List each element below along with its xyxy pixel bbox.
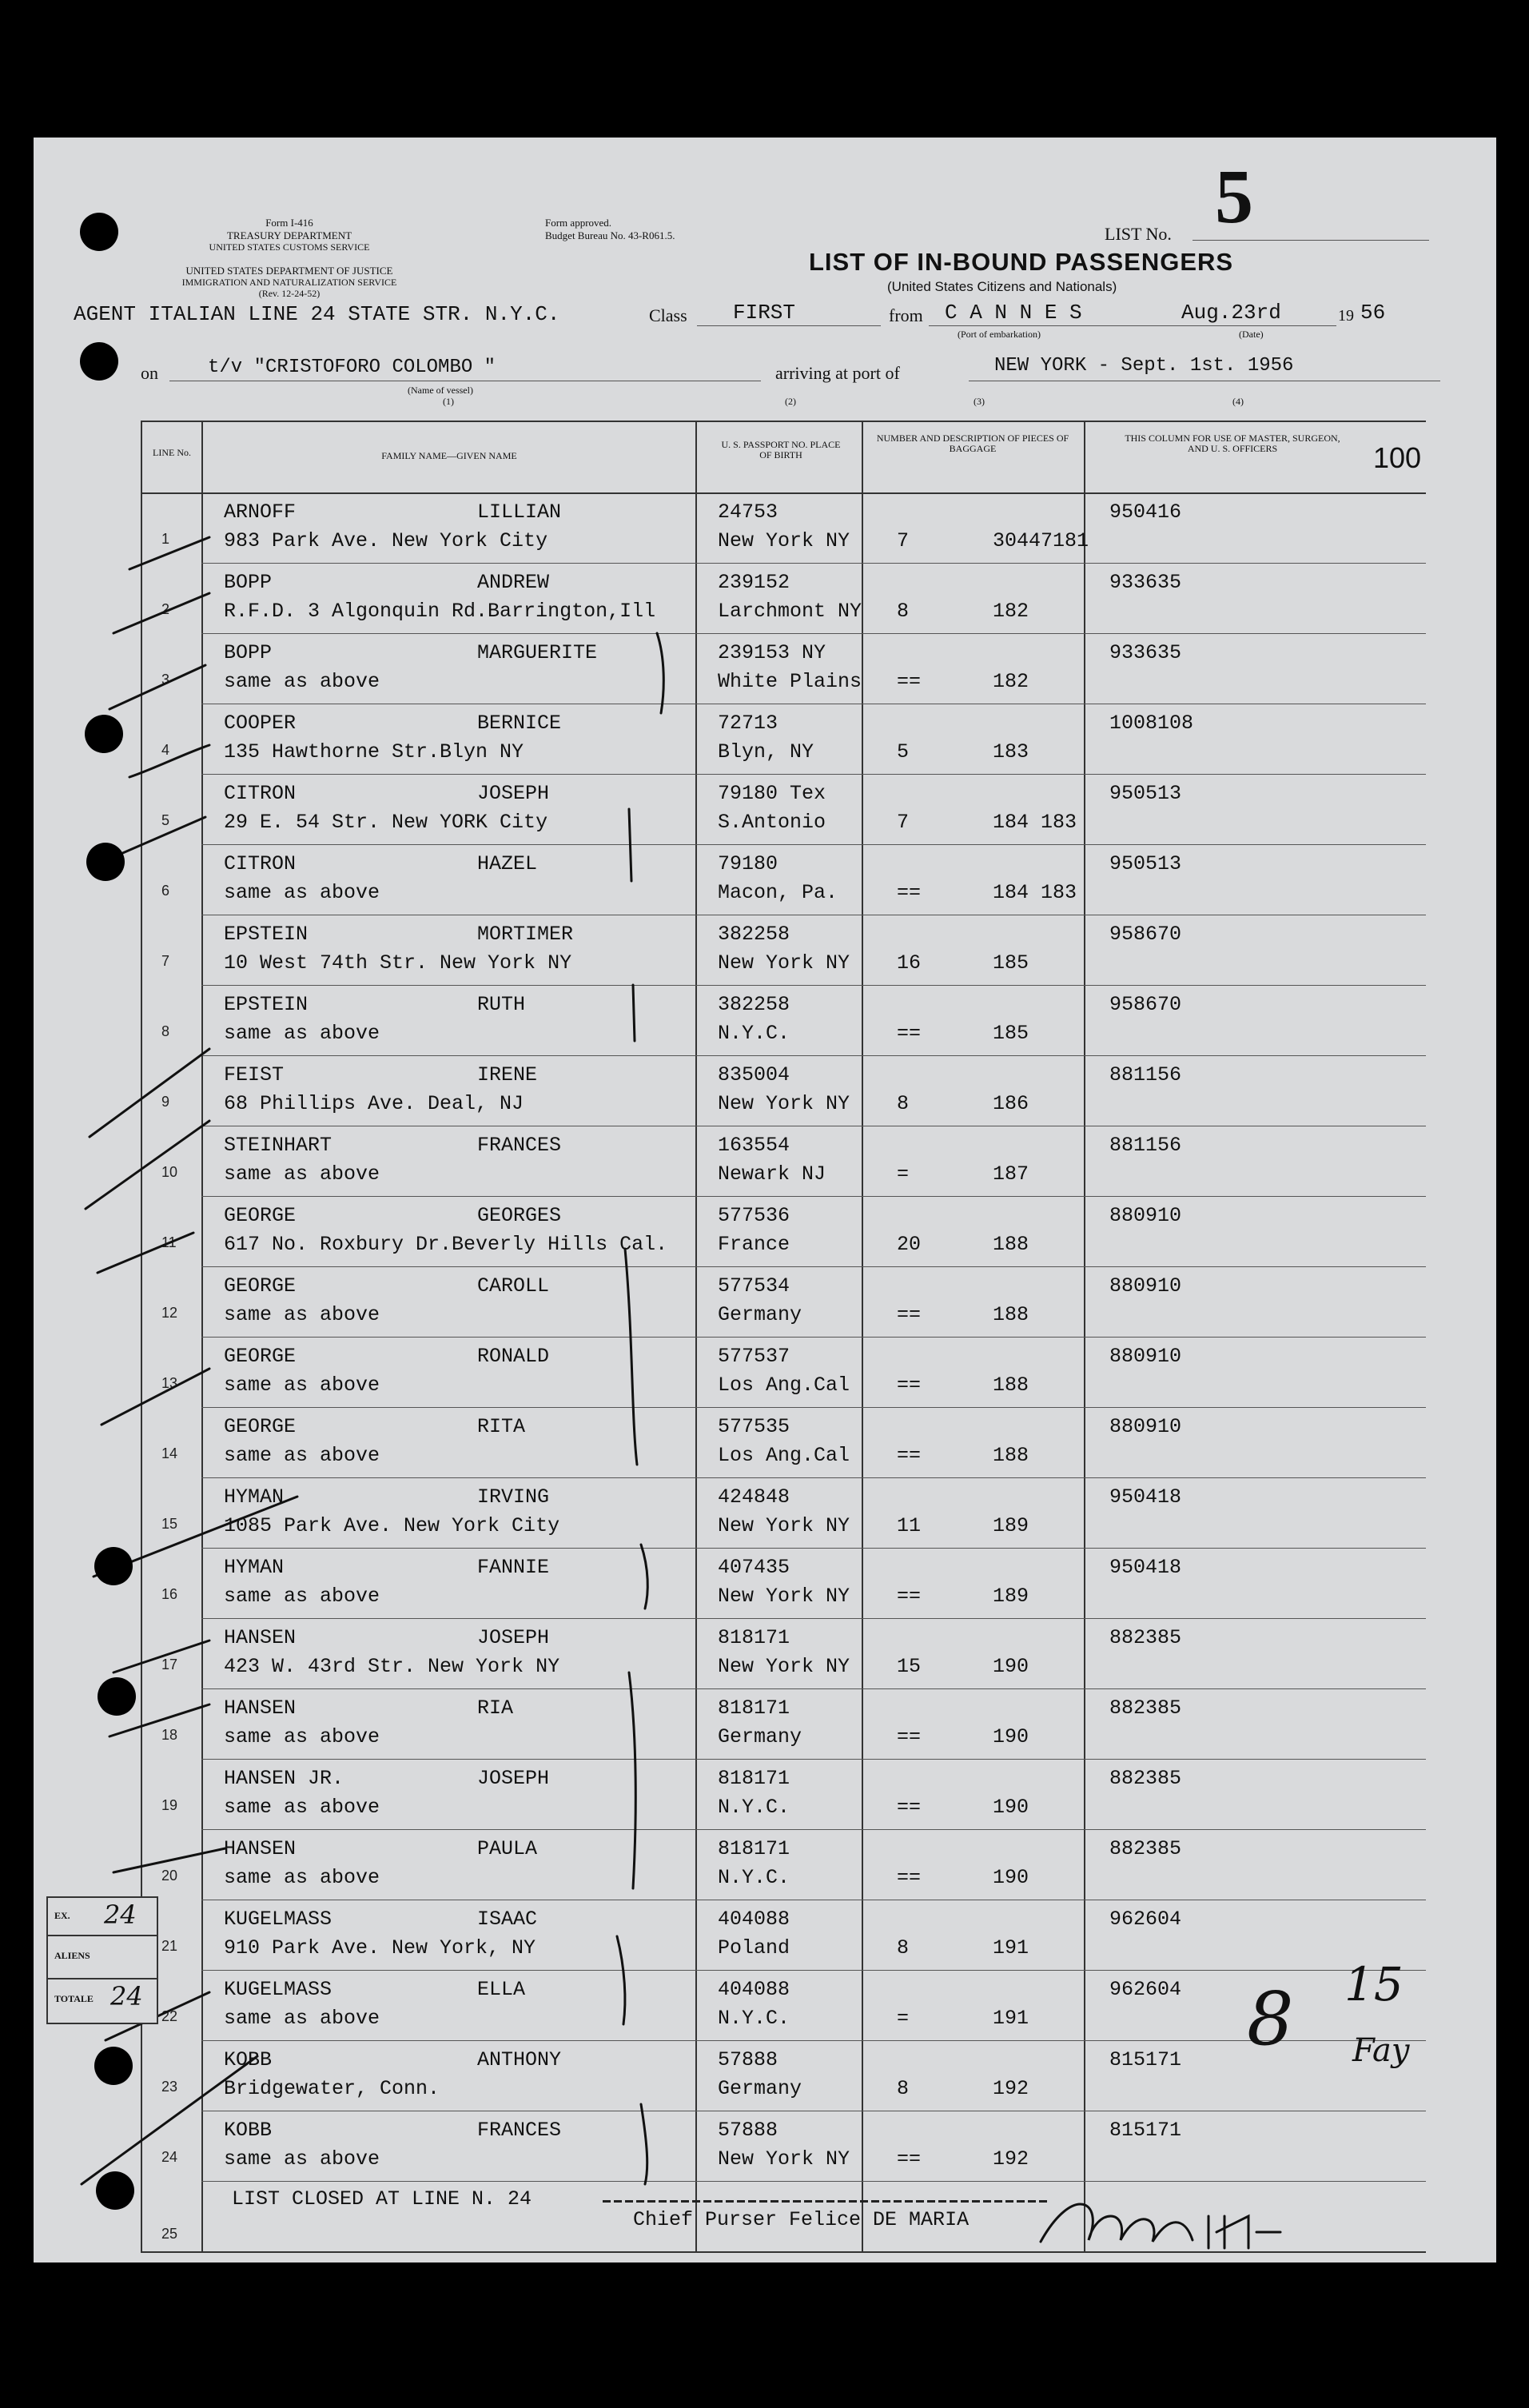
officer-number: 950513	[1109, 852, 1182, 875]
given-name: RIA	[477, 1696, 514, 1720]
binder-hole-5	[94, 1547, 133, 1585]
line-number: 15	[161, 1516, 178, 1532]
line-number: 22	[161, 2008, 178, 2024]
baggage-pieces: 15	[897, 1655, 922, 1678]
address: same as above	[224, 1585, 380, 1608]
officer-number: 958670	[1109, 993, 1182, 1016]
check-mark-13	[113, 1848, 225, 1872]
given-name: HAZEL	[477, 852, 538, 875]
given-name: RUTH	[477, 993, 526, 1016]
form-subtitle: (United States Citizens and Nationals)	[887, 279, 1117, 294]
officer-number: 962604	[1109, 1978, 1182, 2001]
baggage-pieces: ==	[897, 1303, 922, 1326]
binder-hole-6	[98, 1677, 136, 1716]
officer-number: 1008108	[1109, 712, 1194, 735]
family-name: KOBB	[224, 2119, 273, 2142]
binder-hole-3	[85, 715, 123, 753]
place-of-birth: Germany	[718, 2077, 802, 2100]
address: 1085 Park Ave. New York City	[224, 1514, 560, 1537]
officer-number: 815171	[1109, 2119, 1182, 2142]
family-name: COOPER	[224, 712, 297, 735]
place-of-birth: France	[718, 1233, 790, 1256]
family-name: ARNOFF	[224, 500, 297, 524]
justice-dept: UNITED STATES DEPARTMENT OF JUSTICE	[185, 265, 393, 277]
list-no-label: LIST No.	[1105, 224, 1172, 244]
baggage-description: 190	[993, 1725, 1029, 1748]
year-suffix: 56	[1360, 301, 1386, 325]
check-mark-6	[90, 1049, 209, 1137]
baggage-pieces: 11	[897, 1514, 922, 1537]
vessel-label: (Name of vessel)	[408, 385, 473, 396]
place-of-birth: Los Ang.Cal	[718, 1373, 850, 1397]
baggage-pieces: ==	[897, 1866, 922, 1889]
line-number: 3	[161, 672, 170, 688]
treasury-dept: TREASURY DEPARTMENT	[226, 229, 352, 241]
family-name: GEORGE	[224, 1415, 297, 1438]
passport-no: 818171	[718, 1837, 790, 1860]
baggage-pieces: 5	[897, 740, 910, 763]
family-name: HANSEN	[224, 1626, 297, 1649]
baggage-description: 191	[993, 2007, 1029, 2030]
baggage-description: 190	[993, 1866, 1029, 1889]
address: 983 Park Ave. New York City	[224, 529, 548, 552]
baggage-description: 182	[993, 600, 1029, 623]
line-number: 14	[161, 1445, 178, 1461]
form-id: Form I-416	[265, 217, 313, 229]
check-mark-5	[113, 817, 205, 857]
col-line-no: LINE No.	[153, 447, 191, 458]
baggage-description: 30447181	[993, 529, 1089, 552]
family-name: CITRON	[224, 852, 297, 875]
given-name: RONALD	[477, 1345, 550, 1368]
family-name: GEORGE	[224, 1345, 297, 1368]
passport-no: 577536	[718, 1204, 790, 1227]
agent-line: AGENT ITALIAN LINE 24 STATE STR. N.Y.C.	[74, 302, 560, 326]
baggage-description: 184 183	[993, 881, 1077, 904]
address: same as above	[224, 1303, 380, 1326]
address: R.F.D. 3 Algonquin Rd.Barrington,Ill	[224, 600, 656, 623]
family-name: BOPP	[224, 571, 273, 594]
given-name: JOSEPH	[477, 782, 550, 805]
margin-note-top: 8	[1247, 1976, 1294, 2062]
binder-hole-7	[94, 2047, 133, 2085]
given-name: CAROLL	[477, 1274, 550, 1298]
address: 910 Park Ave. New York, NY	[224, 1936, 536, 1959]
place-of-birth: Newark NJ	[718, 1162, 826, 1186]
arriving-label: arriving at port of	[775, 363, 900, 383]
line-number: 2	[161, 601, 170, 617]
stamp-divider-1	[48, 1935, 157, 1936]
officer-number: 880910	[1109, 1274, 1182, 1298]
place-of-birth: Poland	[718, 1936, 790, 1959]
baggage-pieces: 20	[897, 1233, 922, 1256]
manifest-page	[34, 138, 1496, 2262]
baggage-description: 188	[993, 1233, 1029, 1256]
address: same as above	[224, 1725, 380, 1748]
form-revision: (Rev. 12-24-52)	[258, 288, 321, 299]
given-name: IRENE	[477, 1063, 538, 1086]
line-number: 23	[161, 2079, 178, 2095]
chief-purser: Chief Purser Felice DE MARIA	[633, 2208, 970, 2231]
bracket-2	[629, 809, 631, 881]
baggage-description: 188	[993, 1373, 1029, 1397]
port-embarkation-label: (Port of embarkation)	[958, 329, 1041, 340]
place-of-birth: Germany	[718, 1725, 802, 1748]
check-mark-11	[113, 1641, 209, 1672]
baggage-pieces: 8	[897, 1092, 910, 1115]
right-margin-number: 100	[1373, 441, 1422, 474]
address: 29 E. 54 Str. New YORK City	[224, 811, 548, 834]
place-of-birth: Los Ang.Cal	[718, 1444, 850, 1467]
stamp-ex-label: EX.	[54, 1910, 70, 1921]
address: same as above	[224, 1162, 380, 1186]
baggage-description: 186	[993, 1092, 1029, 1115]
baggage-pieces: 7	[897, 811, 910, 834]
line-number: 18	[161, 1727, 178, 1743]
given-name: PAULA	[477, 1837, 538, 1860]
baggage-pieces: ==	[897, 670, 922, 693]
passport-no: 407435	[718, 1556, 790, 1579]
line-number: 17	[161, 1656, 178, 1672]
given-name: ANTHONY	[477, 2048, 562, 2071]
officer-number: 950418	[1109, 1485, 1182, 1509]
col-num-2: (2)	[785, 396, 796, 407]
stamp-divider-2	[48, 1978, 157, 1979]
bracket-1	[657, 633, 663, 713]
class-value: FIRST	[733, 301, 796, 325]
binder-hole-1	[80, 213, 118, 251]
baggage-pieces: ==	[897, 1022, 922, 1045]
line-number: 21	[161, 1938, 178, 1954]
given-name: IRVING	[477, 1485, 550, 1509]
officer-number: 958670	[1109, 923, 1182, 946]
passport-no: 818171	[718, 1626, 790, 1649]
baggage-pieces: ==	[897, 1373, 922, 1397]
bracket-8	[641, 2104, 647, 2184]
check-mark-7	[86, 1121, 209, 1209]
col-baggage: NUMBER AND DESCRIPTION OF PIECES OF BAGGAGE	[876, 433, 1069, 454]
given-name: BERNICE	[477, 712, 562, 735]
passport-no: 382258	[718, 923, 790, 946]
family-name: STEINHART	[224, 1134, 332, 1157]
line-number: 5	[161, 812, 170, 828]
address: same as above	[224, 1796, 380, 1819]
place-of-birth: New York NY	[718, 1514, 850, 1537]
officer-number: 950416	[1109, 500, 1182, 524]
bracket-3	[633, 985, 635, 1041]
baggage-pieces: ==	[897, 1585, 922, 1608]
place-of-birth: N.Y.C.	[718, 1866, 790, 1889]
address: Bridgewater, Conn.	[224, 2077, 440, 2100]
year-prefix: 19	[1338, 307, 1354, 325]
baggage-description: 190	[993, 1655, 1029, 1678]
baggage-description: 182	[993, 670, 1029, 693]
baggage-pieces: ==	[897, 1444, 922, 1467]
baggage-pieces: ==	[897, 2147, 922, 2171]
baggage-description: 191	[993, 1936, 1029, 1959]
stamp-totale-value: 24	[110, 1981, 143, 2011]
given-name: JOSEPH	[477, 1767, 550, 1790]
officer-number: 933635	[1109, 571, 1182, 594]
given-name: JOSEPH	[477, 1626, 550, 1649]
date-label: (Date)	[1239, 329, 1264, 340]
officer-number: 950513	[1109, 782, 1182, 805]
passport-no: 163554	[718, 1134, 790, 1157]
annotation-overlay	[34, 138, 1496, 2262]
family-name: GEORGE	[224, 1204, 297, 1227]
passport-no: 72713	[718, 712, 778, 735]
form-title: LIST OF IN-BOUND PASSENGERS	[809, 248, 1234, 276]
family-name: HYMAN	[224, 1485, 285, 1509]
officer-number: 882385	[1109, 1767, 1182, 1790]
date-value: Aug.23rd	[1181, 301, 1281, 325]
baggage-description: 189	[993, 1514, 1029, 1537]
baggage-pieces: 7	[897, 529, 910, 552]
address: same as above	[224, 1866, 380, 1889]
tally-stamp	[46, 1896, 158, 2024]
arrival-port: NEW YORK - Sept. 1st. 1956	[994, 355, 1294, 377]
bracket-7	[617, 1936, 625, 2024]
baggage-pieces: ==	[897, 1796, 922, 1819]
address: same as above	[224, 1444, 380, 1467]
line-number: 6	[161, 883, 170, 899]
given-name: LILLIAN	[477, 500, 562, 524]
stamp-totale-label: TOTALE	[54, 1993, 94, 2004]
line-number: 4	[161, 742, 170, 758]
line-number: 24	[161, 2149, 178, 2165]
passport-no: 577534	[718, 1274, 790, 1298]
passport-no: 404088	[718, 1908, 790, 1931]
line-number: 1	[161, 531, 170, 547]
given-name: ANDREW	[477, 571, 550, 594]
passport-no: 239153 NY	[718, 641, 826, 664]
given-name: ISAAC	[477, 1908, 538, 1931]
family-name: EPSTEIN	[224, 993, 309, 1016]
officer-number: 882385	[1109, 1626, 1182, 1649]
passport-no: 239152	[718, 571, 790, 594]
officer-number: 950418	[1109, 1556, 1182, 1579]
address: same as above	[224, 881, 380, 904]
place-of-birth: N.Y.C.	[718, 1022, 790, 1045]
family-name: HANSEN JR.	[224, 1767, 344, 1790]
family-name: KUGELMASS	[224, 1908, 332, 1931]
given-name: MARGUERITE	[477, 641, 598, 664]
family-name: HANSEN	[224, 1696, 297, 1720]
check-mark-9	[102, 1369, 209, 1425]
line-number: 12	[161, 1305, 178, 1321]
baggage-description: 192	[993, 2077, 1029, 2100]
on-label: on	[141, 363, 158, 383]
place-of-birth: New York NY	[718, 951, 850, 975]
list-closed-text: LIST CLOSED AT LINE N. 24	[232, 2187, 532, 2211]
baggage-pieces: ==	[897, 1725, 922, 1748]
baggage-description: 188	[993, 1303, 1029, 1326]
given-name: ELLA	[477, 1978, 526, 2001]
officer-number: 882385	[1109, 1696, 1182, 1720]
baggage-description: 190	[993, 1796, 1029, 1819]
address: same as above	[224, 1022, 380, 1045]
stamp-ex-value: 24	[104, 1900, 137, 1930]
place-of-birth: New York NY	[718, 1585, 850, 1608]
family-name: KOBB	[224, 2048, 273, 2071]
family-name: EPSTEIN	[224, 923, 309, 946]
baggage-description: 184 183	[993, 811, 1077, 834]
family-name: FEIST	[224, 1063, 285, 1086]
baggage-description: 187	[993, 1162, 1029, 1186]
form-approved: Form approved.	[545, 217, 612, 229]
place-of-birth: White Plains	[718, 670, 862, 693]
place-of-birth: S.Antonio	[718, 811, 826, 834]
given-name: MORTIMER	[477, 923, 574, 946]
line-number: 13	[161, 1375, 178, 1391]
passport-no: 577535	[718, 1415, 790, 1438]
family-name: GEORGE	[224, 1274, 297, 1298]
given-name: FRANCES	[477, 1134, 562, 1157]
baggage-pieces: 8	[897, 1936, 910, 1959]
place-of-birth: New York NY	[718, 1655, 850, 1678]
family-name: HANSEN	[224, 1837, 297, 1860]
given-name: FANNIE	[477, 1556, 550, 1579]
vessel-name: t/v "CRISTOFORO COLOMBO "	[208, 357, 496, 378]
stamp-aliens-label: ALIENS	[54, 1950, 90, 1961]
col-passport: U. S. PASSPORT NO. PLACE OF BIRTH	[721, 439, 841, 460]
margin-note-bottom: Fay	[1352, 2032, 1410, 2069]
line-number: 16	[161, 1586, 178, 1602]
officer-number: 882385	[1109, 1837, 1182, 1860]
budget-bureau: Budget Bureau No. 43-R061.5.	[545, 229, 675, 241]
address: same as above	[224, 2147, 380, 2171]
baggage-description: 188	[993, 1444, 1029, 1467]
place-of-birth: Larchmont NY	[718, 600, 862, 623]
given-name: RITA	[477, 1415, 526, 1438]
passport-no: 79180	[718, 852, 778, 875]
check-mark-3	[109, 665, 205, 709]
col-name: FAMILY NAME—GIVEN NAME	[381, 450, 517, 461]
ins-service: IMMIGRATION AND NATURALIZATION SERVICE	[181, 277, 397, 288]
passport-no: 818171	[718, 1767, 790, 1790]
officer-number: 881156	[1109, 1134, 1182, 1157]
family-name: HYMAN	[224, 1556, 285, 1579]
place-of-birth: New York NY	[718, 2147, 850, 2171]
passport-no: 818171	[718, 1696, 790, 1720]
bracket-4	[625, 1249, 637, 1465]
baggage-description: 185	[993, 951, 1029, 975]
given-name: GEORGES	[477, 1204, 562, 1227]
address: same as above	[224, 670, 380, 693]
passport-no: 835004	[718, 1063, 790, 1086]
officer-number: 880910	[1109, 1345, 1182, 1368]
place-of-birth: Macon, Pa.	[718, 881, 838, 904]
line-number: 20	[161, 1868, 178, 1884]
customs-service: UNITED STATES CUSTOMS SERVICE	[209, 241, 370, 253]
binder-hole-8	[96, 2171, 134, 2210]
baggage-pieces: 16	[897, 951, 922, 975]
address: 423 W. 43rd Str. New York NY	[224, 1655, 560, 1678]
address: same as above	[224, 1373, 380, 1397]
officer-number: 881156	[1109, 1063, 1182, 1086]
place-of-birth: N.Y.C.	[718, 2007, 790, 2030]
check-mark-1	[129, 537, 209, 569]
list-no-value: 5	[1215, 153, 1253, 239]
binder-hole-4	[86, 843, 125, 881]
baggage-description: 192	[993, 2147, 1029, 2171]
family-name: KUGELMASS	[224, 1978, 332, 2001]
from-label: from	[889, 305, 923, 325]
passport-no: 24753	[718, 500, 778, 524]
binder-hole-2	[80, 342, 118, 381]
signature	[1041, 2204, 1280, 2248]
officer-number: 880910	[1109, 1415, 1182, 1438]
line-number: 10	[161, 1164, 178, 1180]
given-name: FRANCES	[477, 2119, 562, 2142]
col-officers: THIS COLUMN FOR USE OF MASTER, SURGEON, AND U. S. OFFICERS	[1125, 433, 1340, 454]
officer-number: 933635	[1109, 641, 1182, 664]
baggage-pieces: 8	[897, 2077, 910, 2100]
passport-no: 424848	[718, 1485, 790, 1509]
line-number: 11	[161, 1234, 177, 1250]
col-num-3: (3)	[974, 396, 985, 407]
address: 10 West 74th Str. New York NY	[224, 951, 572, 975]
col-num-1: (1)	[443, 396, 454, 407]
line-number: 8	[161, 1023, 170, 1039]
line-number: 19	[161, 1797, 178, 1813]
place-of-birth: New York NY	[718, 1092, 850, 1115]
baggage-pieces: 8	[897, 600, 910, 623]
baggage-pieces: =	[897, 1162, 910, 1186]
officer-number: 880910	[1109, 1204, 1182, 1227]
bracket-5	[641, 1545, 647, 1609]
passport-no: 57888	[718, 2048, 778, 2071]
address: 68 Phillips Ave. Deal, NJ	[224, 1092, 524, 1115]
from-value: C A N N E S	[945, 301, 1082, 325]
passport-no: 404088	[718, 1978, 790, 2001]
baggage-pieces: =	[897, 2007, 910, 2030]
passport-no: 382258	[718, 993, 790, 1016]
address: 617 No. Roxbury Dr.Beverly Hills Cal.	[224, 1233, 668, 1256]
baggage-description: 189	[993, 1585, 1029, 1608]
place-of-birth: N.Y.C.	[718, 1796, 790, 1819]
baggage-pieces: ==	[897, 881, 922, 904]
family-name: BOPP	[224, 641, 273, 664]
line-number: 9	[161, 1094, 170, 1110]
col-num-4: (4)	[1232, 396, 1244, 407]
check-mark-4	[129, 745, 209, 777]
address: 135 Hawthorne Str.Blyn NY	[224, 740, 524, 763]
bracket-6	[629, 1672, 635, 1888]
check-mark-2	[113, 593, 209, 633]
officer-number: 815171	[1109, 2048, 1182, 2071]
family-name: CITRON	[224, 782, 297, 805]
passport-no: 57888	[718, 2119, 778, 2142]
passport-no: 79180 Tex	[718, 782, 826, 805]
class-label: Class	[649, 305, 687, 325]
place-of-birth: New York NY	[718, 529, 850, 552]
place-of-birth: Blyn, NY	[718, 740, 814, 763]
check-mark-8	[98, 1233, 193, 1273]
margin-note-mid: 15	[1344, 1957, 1404, 2011]
officer-number: 962604	[1109, 1908, 1182, 1931]
passport-no: 577537	[718, 1345, 790, 1368]
place-of-birth: Germany	[718, 1303, 802, 1326]
baggage-description: 185	[993, 1022, 1029, 1045]
line-number: 7	[161, 953, 170, 969]
line-number-25: 25	[161, 2226, 178, 2242]
address: same as above	[224, 2007, 380, 2030]
baggage-description: 183	[993, 740, 1029, 763]
